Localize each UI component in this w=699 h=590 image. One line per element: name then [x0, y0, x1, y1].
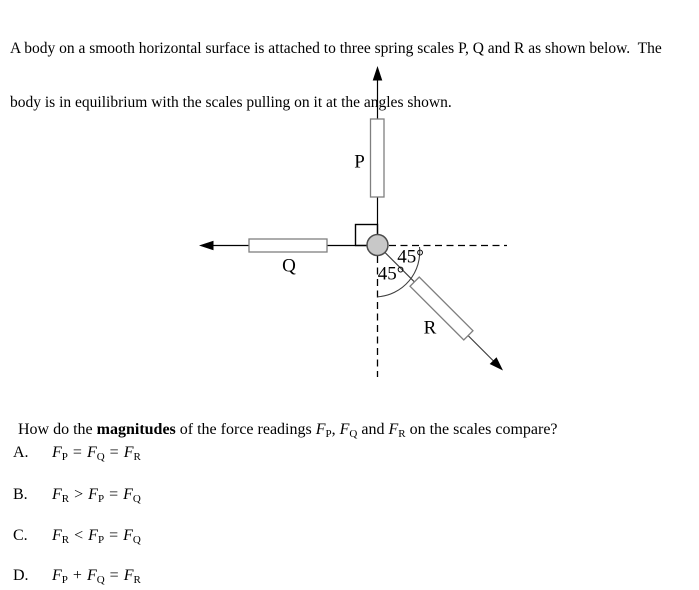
operator: = [109, 444, 119, 461]
scale-q-label: Q [282, 255, 296, 277]
option-b-formula [52, 485, 141, 504]
scale-p-label: P [354, 151, 365, 173]
force-term: $F_P$ [88, 486, 105, 505]
operator: = [72, 444, 82, 461]
question-part-1: How do the [18, 421, 97, 439]
operator: = [109, 486, 119, 503]
force-symbol-q: $F_Q$ [339, 421, 358, 441]
option-b-letter: B. [13, 486, 28, 503]
body-circle [367, 235, 388, 256]
question-separator-2: and [357, 421, 389, 439]
force-term: $F_Q$ [123, 527, 141, 546]
force-symbol-r: $F_R$ [388, 421, 406, 441]
spring-scale-r [410, 277, 473, 340]
force-term: $F_Q$ [86, 567, 105, 586]
force-term: $F_P$ [52, 444, 68, 463]
option-d-formula [52, 566, 141, 585]
option-d-letter: D. [13, 567, 29, 584]
force-term: $F_R$ [123, 567, 141, 586]
operator: > [74, 486, 84, 503]
arrowhead-p-icon [373, 66, 383, 81]
force-symbol-p: $F_P$ [315, 421, 332, 441]
force-term: $F_Q$ [123, 486, 141, 505]
force-term: $F_P$ [88, 527, 105, 546]
force-term: $F_P$ [52, 567, 68, 586]
option-c [13, 526, 141, 545]
problem-statement-line-1: A body on a smooth horizontal surface is attached to three spring scales P, Q and R as shown below. The [10, 40, 662, 57]
operator: = [109, 527, 119, 544]
option-b [13, 485, 141, 504]
option-a-formula [52, 443, 141, 462]
scale-r-label: R [423, 317, 437, 339]
question-separator-1: , [331, 421, 340, 439]
spring-scale-q [249, 239, 327, 252]
arrowhead-q-icon [199, 241, 214, 251]
option-a-letter: A. [13, 444, 29, 461]
operator: < [74, 527, 84, 544]
operator: + [72, 567, 82, 584]
operator: = [109, 567, 119, 584]
angle-top-label: 45° [397, 246, 424, 268]
spring-scale-p [371, 119, 385, 197]
option-d [13, 566, 141, 585]
option-c-letter: C. [13, 527, 28, 544]
force-term: $F_R$ [52, 486, 70, 505]
angle-bottom-label: 45° [377, 263, 405, 285]
option-c-formula [52, 526, 141, 545]
question-part-2: of the force readings [175, 421, 316, 439]
question-emphasis: magnitudes [96, 421, 176, 439]
force-term: $F_R$ [52, 527, 70, 546]
force-term: $F_R$ [123, 444, 141, 463]
question-part-3: on the scales compare? [405, 421, 558, 439]
force-term: $F_Q$ [86, 444, 105, 463]
force-diagram [180, 55, 520, 395]
problem-statement-line-2: body is in equilibrium with the scales pulling on it at the angles shown. [10, 94, 452, 111]
option-a [13, 443, 141, 462]
question-text [10, 401, 558, 439]
